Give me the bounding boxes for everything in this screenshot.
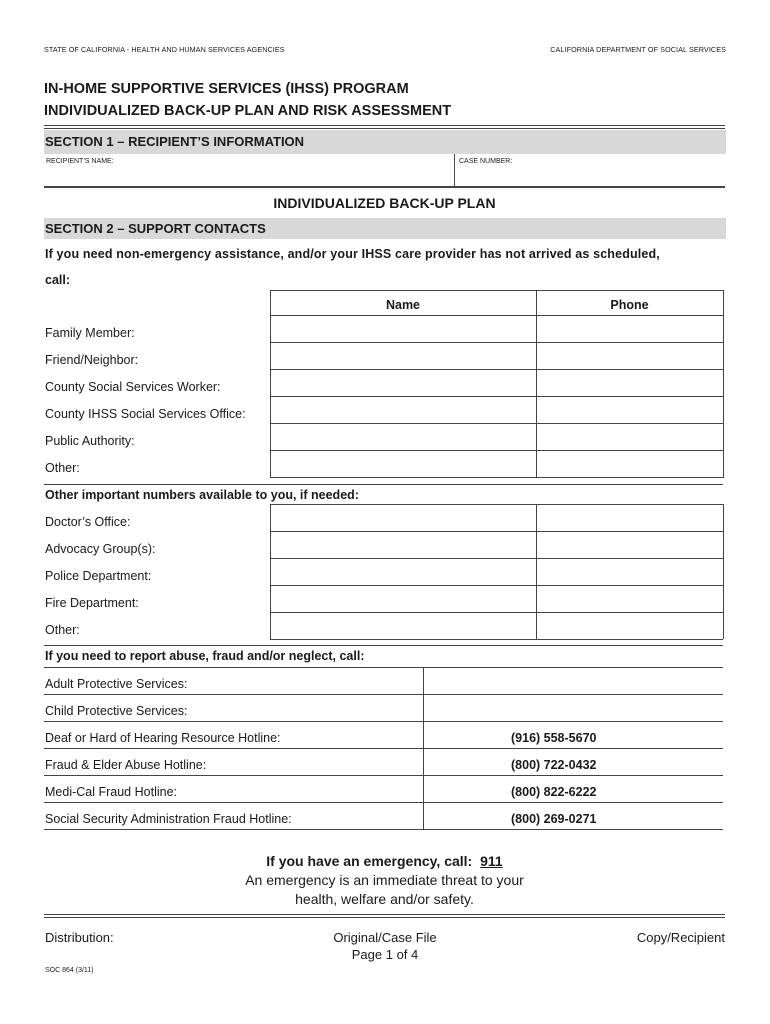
emergency-lead: If you have an emergency, call: (266, 853, 473, 869)
title-rule-top (44, 125, 725, 126)
other-col-divider-right (723, 504, 724, 639)
contact-name-field[interactable] (271, 316, 535, 342)
contact-label: County IHSS Social Services Office: (45, 407, 246, 421)
contacts-table-top (270, 290, 723, 291)
other-name-field[interactable] (271, 505, 535, 531)
contact-name-field[interactable] (271, 424, 535, 450)
other-phone-field[interactable] (537, 586, 722, 612)
contact-phone-field[interactable] (537, 424, 722, 450)
contacts-row-line (270, 477, 723, 478)
other-phone-field[interactable] (537, 505, 722, 531)
emergency-definition-line1: An emergency is an immediate threat to your (245, 872, 524, 888)
abuse-top-rule (44, 645, 723, 646)
contact-label: Family Member: (45, 326, 135, 340)
other-number-label: Doctor’s Office: (45, 515, 131, 529)
agency-header: STATE OF CALIFORNIA - HEALTH AND HUMAN SERVICES AGENCIES (44, 45, 285, 54)
emergency-number: 911 (480, 853, 503, 869)
other-phone-field[interactable] (537, 532, 722, 558)
contact-phone-field[interactable] (537, 451, 722, 477)
other-name-field[interactable] (271, 613, 535, 639)
section1-divider (454, 154, 455, 186)
title-rule-bottom (44, 128, 725, 129)
section1-heading: SECTION 1 – RECIPIENT’S INFORMATION (44, 130, 726, 154)
form-id: SOC 864 (3/11) (45, 967, 94, 974)
recipient-name-field[interactable] (44, 166, 452, 184)
name-column-header: Name (385, 298, 421, 312)
other-name-field[interactable] (271, 559, 535, 585)
contact-name-field[interactable] (271, 397, 535, 423)
abuse-label: Social Security Administration Fraud Hotline: (45, 812, 292, 826)
other-name-field[interactable] (271, 586, 535, 612)
section2-heading: SECTION 2 – SUPPORT CONTACTS (44, 218, 726, 239)
abuse-label: Medi-Cal Fraud Hotline: (45, 785, 177, 799)
phone-column-header: Phone (610, 298, 649, 312)
form-title-line1: IN-HOME SUPPORTIVE SERVICES (IHSS) PROGRAM (44, 81, 409, 97)
abuse-phone: (800) 722-0432 (511, 758, 597, 772)
footer-rule-top (44, 914, 725, 915)
contact-label: County Social Services Worker: (45, 380, 221, 394)
plan-heading: INDIVIDUALIZED BACK-UP PLAN (273, 195, 496, 211)
distribution-original: Original/Case File (333, 930, 437, 945)
contact-name-field[interactable] (271, 451, 535, 477)
abuse-heading: If you need to report abuse, fraud and/or neglect, call: (45, 649, 365, 663)
contact-phone-field[interactable] (537, 397, 722, 423)
contact-phone-field[interactable] (537, 370, 722, 396)
child-protective-phone-field[interactable] (424, 695, 722, 721)
other-number-label: Fire Department: (45, 596, 139, 610)
distribution-label: Distribution: (45, 930, 114, 945)
contacts-col-divider-right (723, 290, 724, 478)
section2-intro-call: call: (45, 273, 71, 287)
other-numbers-top-rule (44, 484, 723, 485)
abuse-row-line (44, 721, 723, 722)
abuse-row-line (44, 829, 723, 830)
other-phone-field[interactable] (537, 559, 722, 585)
abuse-phone: (916) 558-5670 (511, 731, 597, 745)
contact-label: Other: (45, 461, 80, 475)
contact-name-field[interactable] (271, 343, 535, 369)
form-title-line2: INDIVIDUALIZED BACK-UP PLAN AND RISK ASSESSMENT (44, 103, 452, 119)
recipient-name-label: RECIPIENT’S NAME: (46, 158, 114, 165)
other-number-label: Police Department: (45, 569, 152, 583)
contact-phone-field[interactable] (537, 343, 722, 369)
other-number-label: Other: (45, 623, 80, 637)
other-phone-field[interactable] (537, 613, 722, 639)
department-header: CALIFORNIA DEPARTMENT OF SOCIAL SERVICES (550, 45, 726, 54)
abuse-row-line (44, 775, 723, 776)
distribution-copy: Copy/Recipient (636, 930, 725, 945)
other-row-line (270, 639, 723, 640)
contact-label: Public Authority: (45, 434, 135, 448)
abuse-label: Fraud & Elder Abuse Hotline: (45, 758, 207, 772)
contact-phone-field[interactable] (537, 316, 722, 342)
adult-protective-phone-field[interactable] (424, 668, 722, 694)
abuse-row-line (44, 748, 723, 749)
abuse-label: Adult Protective Services: (45, 677, 188, 691)
other-number-label: Advocacy Group(s): (45, 542, 156, 556)
contact-name-field[interactable] (271, 370, 535, 396)
abuse-row-line (44, 802, 723, 803)
case-number-label: CASE NUMBER: (459, 158, 513, 165)
emergency-definition-line2: health, welfare and/or safety. (295, 891, 474, 907)
footer-rule-bottom (44, 917, 725, 918)
contact-label: Friend/Neighbor: (45, 353, 139, 367)
emergency-line (44, 853, 725, 869)
other-name-field[interactable] (271, 532, 535, 558)
section2-intro: If you need non-emergency assistance, and/or your IHSS care provider has not arrived as scheduled, (45, 247, 660, 261)
abuse-phone: (800) 269-0271 (511, 812, 597, 826)
abuse-phone: (800) 822-6222 (511, 785, 597, 799)
abuse-label: Deaf or Hard of Hearing Resource Hotline: (45, 731, 281, 745)
case-number-field[interactable] (456, 166, 724, 184)
abuse-label: Child Protective Services: (45, 704, 188, 718)
page-number: Page 1 of 4 (351, 947, 419, 962)
section1-bottom-rule (44, 186, 725, 188)
other-numbers-heading: Other important numbers available to you, if needed: (45, 488, 359, 502)
